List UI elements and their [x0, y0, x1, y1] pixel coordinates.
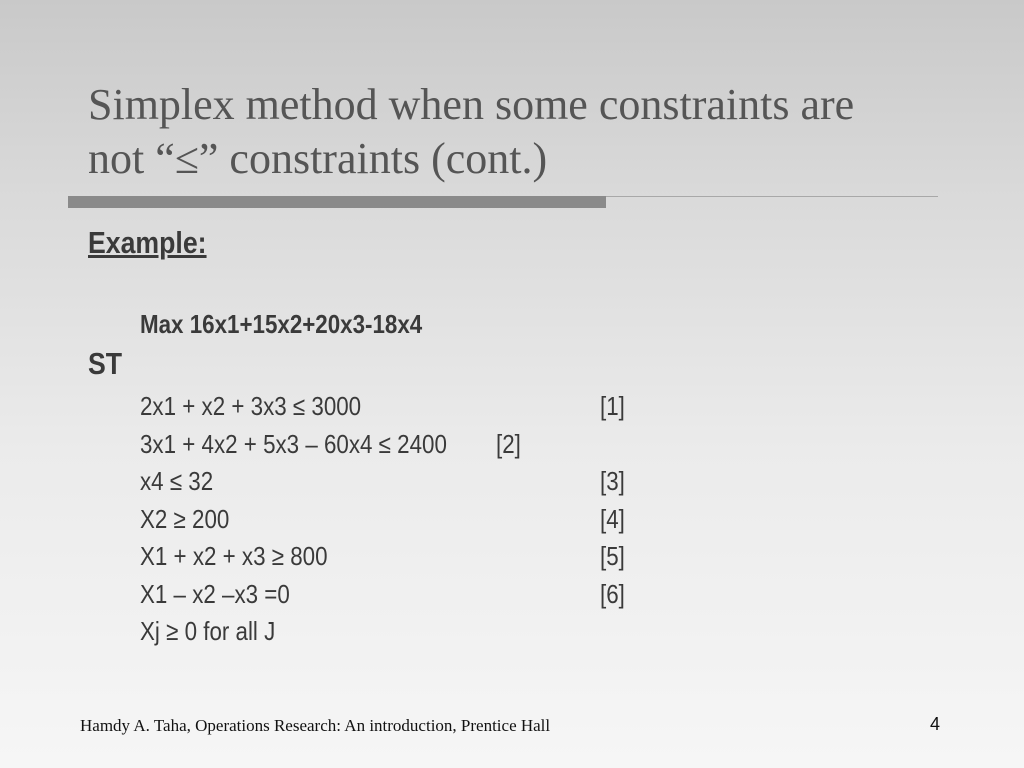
constraint-row — [140, 501, 660, 539]
constraint-list — [140, 388, 660, 651]
footer-citation: Hamdy A. Taha, Operations Research: An introduction, Prentice Hall — [80, 716, 551, 735]
subject-to-label: ST — [88, 346, 123, 381]
constraint-expression: x4 ≤ 32 — [140, 466, 214, 496]
title-divider-thick — [68, 196, 606, 208]
slide-title — [88, 78, 968, 186]
constraint-row — [140, 576, 660, 614]
constraint-row — [140, 463, 660, 501]
constraint-expression: X1 + x2 + x3 ≥ 800 — [140, 541, 328, 571]
constraint-expression: 3x1 + 4x2 + 5x3 – 60x4 ≤ 2400 — [140, 428, 447, 459]
constraint-row — [140, 613, 660, 651]
slide-title-line-2: not “≤” constraints (cont.) — [88, 134, 548, 183]
constraint-expression: X2 ≥ 200 — [140, 503, 230, 534]
constraint-expression: Xj ≥ 0 for all J — [140, 616, 276, 646]
constraint-tag: [5] — [600, 541, 625, 571]
constraint-tag: [6] — [600, 578, 625, 609]
constraint-expression: 2x1 + x2 + 3x3 ≤ 3000 — [140, 391, 362, 421]
title-divider-thin — [606, 196, 938, 197]
slide-title-line-1: Simplex method when some constraints are — [88, 80, 855, 129]
constraint-tag: [1] — [600, 391, 625, 421]
objective-function: Max 16x1+15x2+20x3-18x4 — [140, 309, 423, 339]
constraint-tag: [3] — [600, 466, 625, 496]
example-heading: Example: — [88, 225, 207, 260]
constraint-row — [140, 538, 660, 576]
constraint-tag: [2] — [496, 428, 521, 459]
constraint-row — [140, 388, 660, 426]
constraint-row — [140, 426, 660, 464]
constraint-tag: [4] — [600, 503, 625, 534]
page-number: 4 — [929, 714, 940, 734]
constraint-expression: X1 – x2 –x3 =0 — [140, 578, 290, 609]
